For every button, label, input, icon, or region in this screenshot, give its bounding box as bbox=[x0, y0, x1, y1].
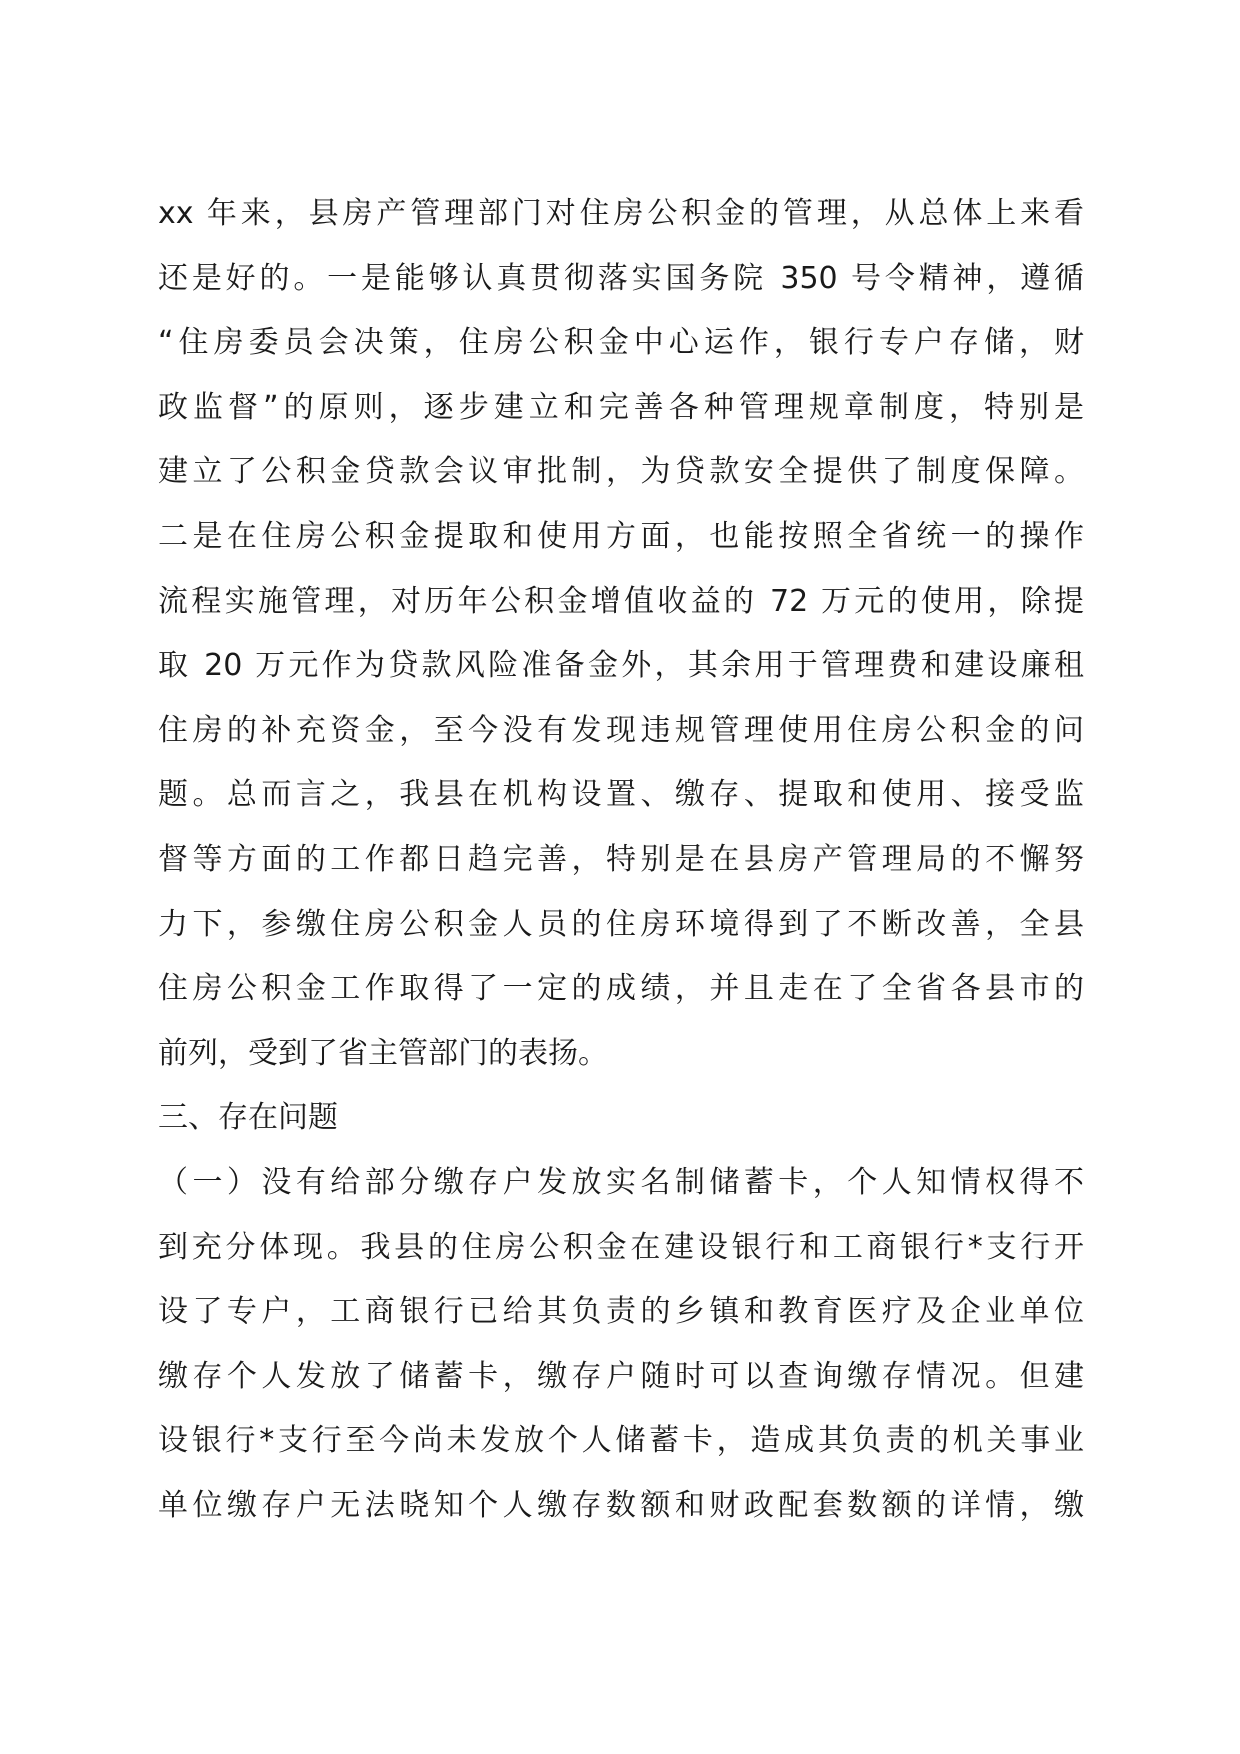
text-line: 还是好的。一是能够认真贯彻落实国务院 350 号令精神，遵循 bbox=[158, 260, 1084, 296]
text-line: 题。总而言之，我县在机构设置、缴存、提取和使用、接受监 bbox=[158, 777, 1084, 813]
text-line: 设了专户，工商银行已给其负责的乡镇和教育医疗及企业单位 bbox=[158, 1294, 1084, 1330]
text-line: （一）没有给部分缴存户发放实名制储蓄卡，个人知情权得不 bbox=[158, 1164, 1084, 1200]
text-line: 建立了公积金贷款会议审批制，为贷款安全提供了制度保障。 bbox=[158, 454, 1084, 490]
text-line: 缴存个人发放了储蓄卡，缴存户随时可以查询缴存情况。但建 bbox=[158, 1358, 1084, 1394]
text-line: 住房的补充资金，至今没有发现违规管理使用住房公积金的问 bbox=[158, 712, 1084, 748]
text-line: 住房公积金工作取得了一定的成绩，并且走在了全省各县市的 bbox=[158, 971, 1084, 1007]
section-heading: 三、存在问题 bbox=[158, 1100, 338, 1136]
text-line: 取 20 万元作为贷款风险准备金外，其余用于管理费和建设廉租 bbox=[158, 648, 1084, 684]
body-text bbox=[158, 182, 1084, 1538]
text-line: 流程实施管理，对历年公积金增值收益的 72 万元的使用，除提 bbox=[158, 583, 1084, 619]
text-line: 二是在住房公积金提取和使用方面，也能按照全省统一的操作 bbox=[158, 518, 1084, 554]
text-line: 到充分体现。我县的住房公积金在建设银行和工商银行*支行开 bbox=[158, 1229, 1084, 1265]
text-line: 督等方面的工作都日趋完善，特别是在县房产管理局的不懈努 bbox=[158, 841, 1084, 877]
text-line: 政监督”的原则，逐步建立和完善各种管理规章制度，特别是 bbox=[158, 389, 1084, 425]
text-line: “住房委员会决策，住房公积金中心运作，银行专户存储，财 bbox=[158, 325, 1084, 361]
text-line: 力下，参缴住房公积金人员的住房环境得到了不断改善，全县 bbox=[158, 906, 1084, 942]
text-line: 单位缴存户无法晓知个人缴存数额和财政配套数额的详情，缴 bbox=[158, 1487, 1084, 1523]
text-line: 设银行*支行至今尚未发放个人储蓄卡，造成其负责的机关事业 bbox=[158, 1423, 1084, 1459]
text-line: xx 年来，县房产管理部门对住房公积金的管理，从总体上来看 bbox=[158, 196, 1084, 231]
text-line: 前列，受到了省主管部门的表扬。 bbox=[158, 1035, 608, 1071]
